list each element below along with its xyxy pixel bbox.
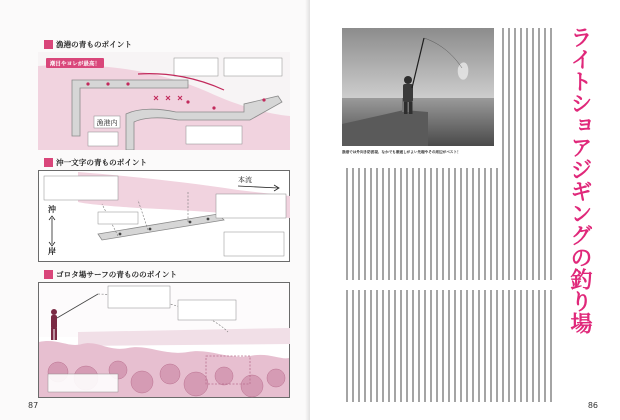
page-number-right: 86 [587, 401, 598, 410]
section-title-harbor: 漁港の青ものポイント [44, 40, 132, 49]
jetty-photo [342, 28, 494, 146]
body-text-column-3 [342, 290, 552, 402]
body-text-column-2 [342, 168, 552, 280]
photo-caption: 漁港では外向き防波堤、なかでも潮通しがよい先端やその周辺がベスト！ [342, 150, 461, 154]
body-text-column-1 [498, 28, 552, 168]
label-oki: 沖 [48, 205, 56, 214]
offshore-diagram [38, 170, 290, 262]
page-number-left: 87 [28, 401, 39, 410]
section-title-rocky: ゴロタ場サーフの青もののポイント [44, 270, 177, 279]
rocky-diagram [38, 282, 290, 398]
harbor-diagram [38, 52, 290, 150]
article-headline: ライトショアジギングの釣り場 [567, 26, 592, 334]
callout-shiome: 潮目やヨレが最高！ [49, 61, 101, 68]
label-gyoko: 漁港内 [96, 119, 118, 127]
section-title-offshore: 沖一文字の青ものポイント [44, 158, 147, 167]
label-kishi: 岸 [48, 247, 56, 256]
label-honryu: 本流 [238, 176, 252, 184]
